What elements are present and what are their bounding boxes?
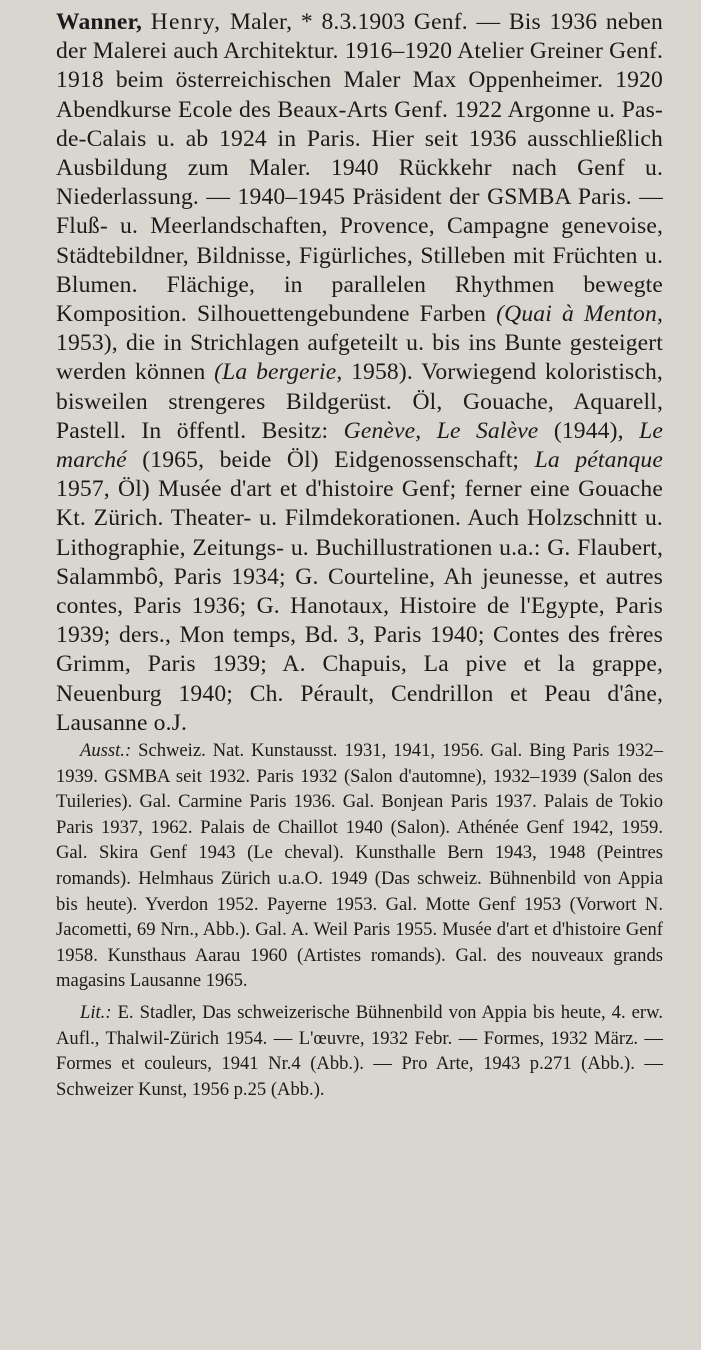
biography-text-1: — Bis 1936 neben der Malerei auch Architektur. 1916–1920 Atelier Greiner Genf. 1918 beim österreichischen Maler Max Oppenheimer. 1920 Abendkurse Ecole des Beaux-Arts Genf. 1922 Argonne u. Pas-de-Calais u. ab 1924 in Paris. Hier seit 1936 ausschließlich Ausbildung zum Maler. 1940 Rückkehr nach Genf u. Niederlassung. — 1940–1945 Präsident der GSMBA Paris. — Fluß- u. Meerlandschaften, Provence, Campagne genevoise, Städtebildner, Bildnisse, Figürliches, Stilleben mit Früchten u. Blumen. Flächige, in parallelen Rhythmen bewegte Komposition. Silhouettengebundene Farben [56,9,663,328]
biography-entry [56,8,663,738]
work-title-5: La pétanque [534,447,663,474]
artist-given-name: Henry, [150,9,222,35]
biography-text-2: 1953), die in Strichlagen aufgeteilt u. bis ins Bunte gesteigert werden können [56,330,663,386]
birth-info: * 8.3.1903 Genf. [300,9,468,35]
work-title-2: (La bergerie, [214,359,343,386]
exhibitions-section [56,738,663,994]
work-title-4: Le marché [56,417,663,474]
work-title-1: (Quai à Menton, [496,301,663,328]
artist-role: Maler, [229,9,293,35]
literature-text: E. Stadler, Das schweizerische Bühnenbild von Appia bis heute, 4. erw. Aufl., Thalwil-Zürich 1954. — L'œuvre, 1932 Febr. — Formes, 1932 März. — Formes et couleurs, 1941 Nr.4 (Abb.). — Pro Arte, 1943 p.271 (Abb.). — Schweizer Kunst, 1956 p.25 (Abb.). [56,1002,663,1100]
biography-text-6: 1957, Öl) Musée d'art et d'histoire Genf; ferner eine Gouache Kt. Zürich. Theater- u. Filmdekorationen. Auch Holzschnitt u. Lithographie, Zeitungs- u. Buchillustrationen u.a.: G. Flaubert, Salammbô, Paris 1934; G. Courteline, Ah jeunesse, et autres contes, Paris 1936; G. Hanotaux, Histoire de l'Egypte, Paris 1939; ders., Mon temps, Bd. 3, Paris 1940; Contes des frères Grimm, Paris 1939; A. Chapuis, La pive et la grappe, Neuenburg 1940; Ch. Pérault, Cendrillon et Peau d'âne, Lausanne o.J. [56,476,663,736]
literature-section [56,1000,663,1102]
biography-text-4: (1944), [553,417,624,444]
exhibitions-label: Ausst.: [80,740,132,762]
work-title-3: Genève, Le Salève [343,417,539,444]
biography-text-5: (1965, beide Öl) Eidgenossenschaft; [142,447,520,474]
biography-text-3: 1958). Vorwiegend koloristisch, bisweilen strengeres Bildgerüst. Öl, Gouache, Aquarell, Pastell. In öffentl. Besitz: [56,359,663,444]
exhibitions-text: Schweiz. Nat. Kunstausst. 1931, 1941, 1956. Gal. Bing Paris 1932–1939. GSMBA seit 1932. Paris 1932 (Salon d'automne), 1932–1939 (Salon des Tuileries). Gal. Carmine Paris 1936. Gal. Bonjean Paris 1937. Palais de Tokio Paris 1937, 1962. Palais de Chaillot 1940 (Salon). Athénée Genf 1942, 1959. Gal. Skira Genf 1943 (Le cheval). Kunsthalle Bern 1943, 1948 (Peintres romands). Helmhaus Zürich u.a.O. 1949 (Das schweiz. Bühnenbild von Appia bis heute). Yverdon 1952. Payerne 1953. Gal. Motte Genf 1953 (Vorwort N. Jacometti, 69 Nrn., Abb.). Gal. A. Weil Paris 1955. Musée d'art et d'histoire Genf 1958. Kunsthaus Aarau 1960 (Artistes romands). Gal. des nouveaux grands magasins Lausanne 1965. [56,740,663,992]
literature-label: Lit.: [80,1002,112,1024]
artist-surname: Wanner, [56,9,143,35]
